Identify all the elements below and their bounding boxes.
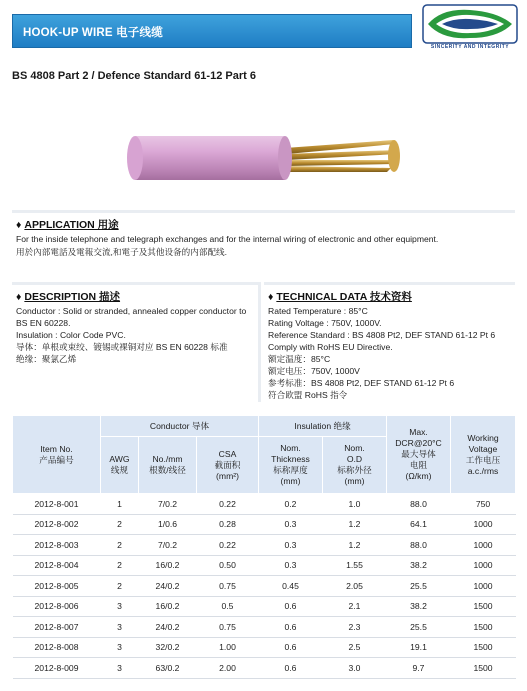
insulation-group-header: Insulation 绝缘 [259,416,387,437]
dcr-cell: 25.5 [387,576,451,597]
dcr-cell: 38.2 [387,596,451,617]
table-row [13,596,516,617]
voltage-cell: 1500 [451,596,516,617]
application-title [16,217,119,232]
technical-data-section [264,282,515,402]
table-row [13,637,516,658]
technical-line: 额定电压：750V, 1000V [268,366,360,376]
application-line: 用於內部電話及電報交流,和電子及其他设备的内部配线. [16,247,228,257]
dcr-cell: 88.0 [387,535,451,556]
item-no-cell: 2012-8-001 [13,494,101,515]
csa-cell: 0.5 [197,596,259,617]
item-no-cell: 2012-8-002 [13,514,101,535]
strand-cell: 63/0.2 [139,658,197,679]
od-cell: 1.55 [323,555,387,576]
table-row [13,617,516,638]
technical-title [268,289,412,304]
item-no-cell: 2012-8-006 [13,596,101,617]
technical-title-text: TECHNICAL DATA 技术资料 [276,291,412,303]
diamond-bullet-icon: ♦ [16,291,22,303]
voltage-cell: 1000 [451,555,516,576]
working-voltage-header: Working Voltage 工作电压 a.c./rms [451,416,516,494]
csa-cell: 1.00 [197,637,259,658]
od-cell: 2.05 [323,576,387,597]
awg-cell: 3 [101,658,139,679]
strand-cell: 24/0.2 [139,576,197,597]
thickness-cell: 0.3 [259,555,323,576]
awg-cell: 2 [101,555,139,576]
strand-cell: 16/0.2 [139,596,197,617]
insulation-sheath [135,136,285,180]
description-line: 导体：单根或束绞、镀锡或裸铜对应 BS EN 60228 标准 [16,342,228,352]
description-line: 绝缘：聚氯乙烯 [16,354,77,364]
csa-cell: 0.50 [197,555,259,576]
thickness-cell: 0.6 [259,617,323,638]
csa-cell: 0.28 [197,514,259,535]
dcr-cell: 88.0 [387,494,451,515]
spec-table-body [13,494,516,679]
table-row [13,514,516,535]
od-cell: 1.2 [323,514,387,535]
table-row [13,535,516,556]
dcr-cell: 64.1 [387,514,451,535]
dcr-cell: 25.5 [387,617,451,638]
thickness-header: Nom. Thickness 标称厚度 (mm) [259,437,323,494]
thickness-cell: 0.3 [259,535,323,556]
thickness-cell: 0.2 [259,494,323,515]
awg-cell: 2 [101,576,139,597]
csa-cell: 0.22 [197,535,259,556]
description-line: BS EN 60228. [16,318,71,328]
diamond-bullet-icon: ♦ [268,291,274,303]
technical-line: 额定温度：85°C [268,354,331,364]
technical-line: Reference Standard : BS 4808 Pt2, DEF STAND 61-12 Pt 6 [268,330,496,340]
awg-cell: 3 [101,596,139,617]
conductor-group-header: Conductor 导体 [101,416,259,437]
awg-cell: 2 [101,535,139,556]
item-no-cell: 2012-8-005 [13,576,101,597]
item-no-cell: 2012-8-004 [13,555,101,576]
table-row [13,494,516,515]
header-title: HOOK-UP WIRE 电子线缆 [23,27,163,39]
table-row [13,576,516,597]
header-bar [12,14,412,48]
thickness-cell: 0.6 [259,658,323,679]
description-title [16,289,120,304]
standard-subtitle: BS 4808 Part 2 / Defence Standard 61-12 Part 6 [12,70,256,82]
spec-table [12,415,516,679]
strand-cell: 1/0.6 [139,514,197,535]
awg-cell: 1 [101,494,139,515]
logo-graphic [422,4,518,44]
dcr-cell: 38.2 [387,555,451,576]
csa-cell: 0.75 [197,617,259,638]
od-header: Nom. O.D 标称外径 (mm) [323,437,387,494]
logo-tagline: SINCERITY AND INTEGRITY [430,44,510,50]
description-line: Insulation : Color Code PVC. [16,330,126,340]
voltage-cell: 1000 [451,576,516,597]
voltage-cell: 1500 [451,637,516,658]
csa-header: CSA 截面积 (mm²) [197,437,259,494]
technical-line: Comply with RoHS EU Directive. [268,342,393,352]
dcr-header: Max. DCR@20°C 最大导体 电阻 (Ω/km) [387,416,451,494]
table-row [13,555,516,576]
application-line: For the inside telephone and telegraph exchanges and for the internal wiring of electronic and other equipment. [16,234,439,244]
application-title-text: APPLICATION 用途 [24,219,119,231]
item-no-cell: 2012-8-009 [13,658,101,679]
technical-line: 参考标准：BS 4808 Pt2, DEF STAND 61-12 Pt 6 [268,378,455,388]
voltage-cell: 1000 [451,535,516,556]
description-line: Conductor : Solid or stranded, annealed copper conductor to [16,306,247,316]
diamond-bullet-icon: ♦ [16,219,22,231]
description-title-text: DESCRIPTION 描述 [24,291,121,303]
strand-cell: 32/0.2 [139,637,197,658]
dcr-cell: 19.1 [387,637,451,658]
item-no-cell: 2012-8-003 [13,535,101,556]
awg-cell: 2 [101,514,139,535]
awg-cell: 3 [101,617,139,638]
wire-product-image [125,118,405,198]
thickness-cell: 0.3 [259,514,323,535]
csa-cell: 0.75 [197,576,259,597]
voltage-cell: 750 [451,494,516,515]
od-cell: 2.1 [323,596,387,617]
od-cell: 3.0 [323,658,387,679]
item-no-cell: 2012-8-008 [13,637,101,658]
od-cell: 1.0 [323,494,387,515]
samson-cable-logo [422,4,518,54]
awg-header: AWG 线规 [101,437,139,494]
technical-line: Rated Temperature : 85°C [268,306,368,316]
csa-cell: 0.22 [197,494,259,515]
voltage-cell: 1500 [451,617,516,638]
spec-table-container [12,415,515,679]
thickness-cell: 0.6 [259,596,323,617]
strand-cell: 7/0.2 [139,494,197,515]
item-no-header: Item No. 产品编号 [13,416,101,494]
voltage-cell: 1500 [451,658,516,679]
technical-line: Rating Voltage : 750V, 1000V. [268,318,382,328]
application-section [12,210,515,275]
table-row [13,658,516,679]
strand-cell: 24/0.2 [139,617,197,638]
copper-strands [285,140,400,172]
dcr-cell: 9.7 [387,658,451,679]
od-cell: 2.5 [323,637,387,658]
technical-line: 符合欧盟 RoHS 指令 [268,390,348,400]
thickness-cell: 0.6 [259,637,323,658]
description-section [12,282,261,402]
csa-cell: 2.00 [197,658,259,679]
od-cell: 1.2 [323,535,387,556]
od-cell: 2.3 [323,617,387,638]
strand-header: No./mm 根数/线径 [139,437,197,494]
strand-cell: 16/0.2 [139,555,197,576]
awg-cell: 3 [101,637,139,658]
voltage-cell: 1000 [451,514,516,535]
item-no-cell: 2012-8-007 [13,617,101,638]
page-header [0,0,527,62]
thickness-cell: 0.45 [259,576,323,597]
strand-cell: 7/0.2 [139,535,197,556]
